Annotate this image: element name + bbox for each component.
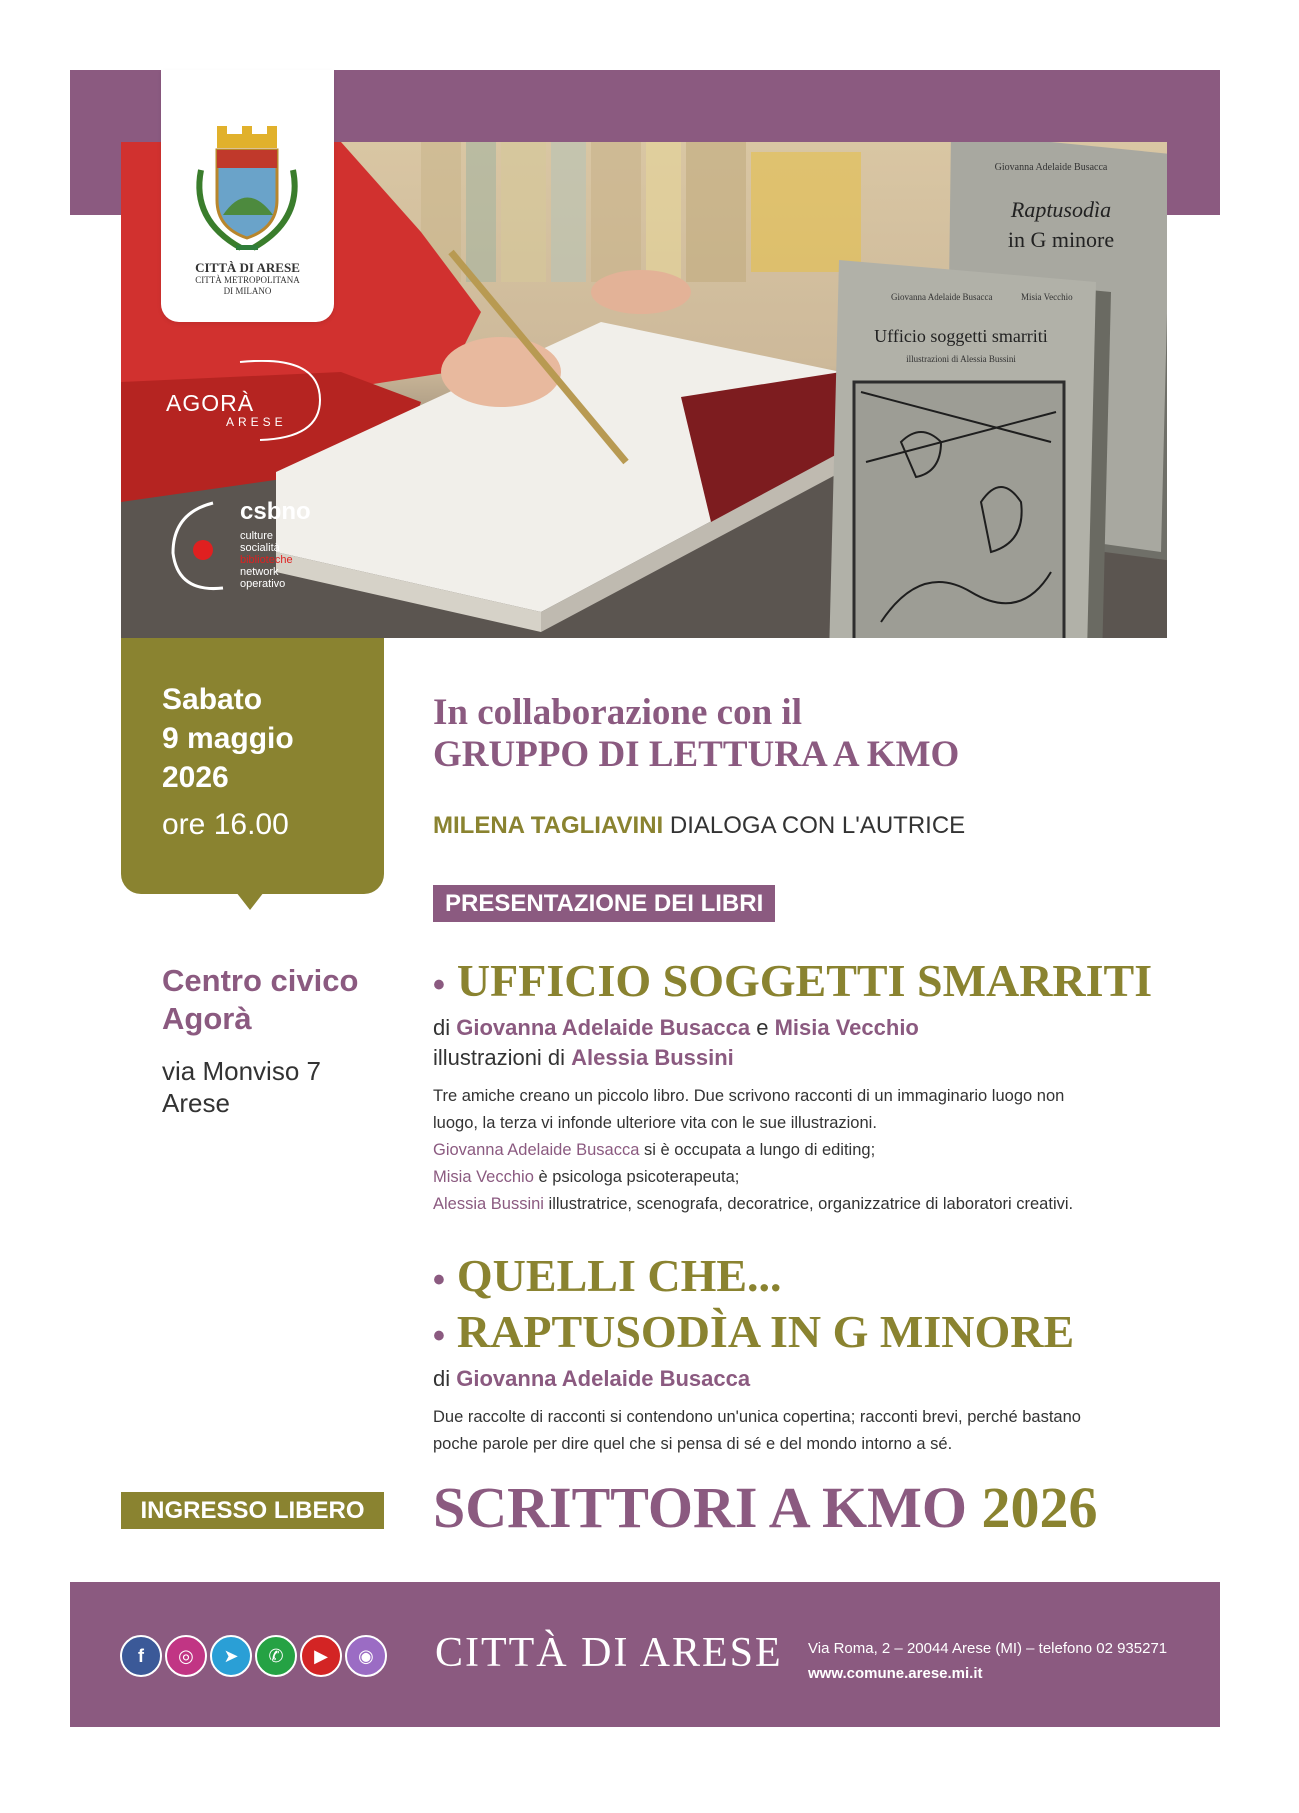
moderator-name: MILENA TAGLIAVINI (433, 812, 664, 839)
crest-caption-sub2: DI MILANO (223, 286, 272, 296)
moderator-text: DIALOGA CON L'AUTRICE (663, 812, 966, 839)
event-year: 2026 (162, 761, 229, 794)
footer-band (70, 1582, 1220, 1727)
csbno-logo (168, 498, 348, 608)
book1-title-row (433, 955, 1152, 1011)
desc-line: Tre amiche creano un piccolo libro. Due scrivono racconti di un immaginario luogo non (433, 1087, 1065, 1105)
event-time: ore 16.00 (162, 808, 289, 841)
agora-logo-sub: ARESE (226, 415, 287, 429)
footer-city-name: CITTÀ DI ARESE (435, 1630, 783, 1676)
desc-line: Due raccolte di racconti si contendono un'unica copertina; racconti brevi, perché bastano (433, 1408, 1081, 1426)
bullet-icon: • (433, 1317, 445, 1355)
desc-line (433, 1137, 1152, 1164)
agora-logo-text: AGORÀ (166, 390, 255, 416)
series-title-year: 2026 (981, 1475, 1098, 1540)
venue-address (162, 1055, 321, 1119)
podcast-icon[interactable]: ◉ (345, 1635, 387, 1677)
collab-line2: GRUPPO DI LETTURA A KMO (433, 734, 960, 775)
bullet-icon: • (433, 1261, 445, 1299)
telegram-icon[interactable]: ➤ (210, 1635, 252, 1677)
credit-prefix: di (433, 1366, 457, 1391)
whatsapp-icon[interactable]: ✆ (255, 1635, 297, 1677)
bullet-icon: • (433, 966, 445, 1004)
book2-title2: RAPTUSODÌA IN G MINORE (456, 1306, 1075, 1357)
book2-title-row (433, 1250, 1081, 1306)
event-day: Sabato (162, 683, 263, 716)
person-name: Misia Vecchio (433, 1168, 534, 1186)
desc-line (433, 1164, 1152, 1191)
front-book-subtitle: illustrazioni di Alessia Bussini (906, 354, 1016, 364)
book1-description (433, 1083, 1152, 1218)
address-line2: Arese (162, 1088, 230, 1118)
author-name: Giovanna Adelaide Busacca (456, 1015, 751, 1040)
crest-caption-sub1: CITTÀ METROPOLITANA (195, 275, 300, 285)
address-line1: via Monviso 7 (162, 1056, 321, 1086)
desc-line: luogo, la terza vi infonde ulteriore vita con le sue illustrazioni. (433, 1114, 877, 1132)
collaboration-heading (433, 692, 959, 776)
front-book-title: Ufficio soggetti smarriti (874, 326, 1048, 346)
person-role: illustratrice, scenografa, decoratrice, organizzatrice di laboratori creativi. (543, 1195, 1074, 1213)
book1-title: UFFICIO SOGGETTI SMARRITI (456, 955, 1153, 1006)
book2-description (433, 1404, 1081, 1458)
youtube-icon[interactable]: ▶ (300, 1635, 342, 1677)
person-name: Giovanna Adelaide Busacca (433, 1141, 640, 1159)
back-book-title-b: in G minore (1007, 227, 1115, 252)
csbno-line: network (240, 566, 279, 578)
series-title-main: SCRITTORI A KMO (433, 1475, 967, 1540)
desc-line (433, 1191, 1152, 1218)
footer-website-link[interactable]: www.comune.arese.mi.it (808, 1665, 983, 1682)
csbno-logo-text: csbno (240, 498, 311, 525)
book2-section (433, 1250, 1081, 1458)
credit-prefix: illustrazioni di (433, 1045, 572, 1070)
crest-caption-main: CITTÀ DI ARESE (195, 260, 300, 275)
venue-line2: Agorà (162, 1001, 252, 1036)
credit-conjunction: e (750, 1015, 775, 1040)
book1-authors (433, 1013, 1152, 1043)
moderator-line (433, 812, 965, 840)
series-title (433, 1475, 1097, 1541)
author-name: Giovanna Adelaide Busacca (456, 1366, 751, 1391)
free-entry-badge: INGRESSO LIBERO (121, 1492, 384, 1529)
instagram-icon[interactable]: ◎ (165, 1635, 207, 1677)
date-box-pointer (236, 892, 264, 910)
person-role: si è occupata a lungo di editing; (639, 1141, 876, 1159)
front-book-author1: Giovanna Adelaide Busacca (891, 292, 993, 302)
illustrator-name: Alessia Bussini (571, 1045, 734, 1070)
csbno-line: socialità (240, 542, 280, 554)
facebook-icon[interactable]: f (120, 1635, 162, 1677)
credit-prefix: di (433, 1015, 457, 1040)
book1-illustrator (433, 1043, 1152, 1073)
event-date: 9 maggio (162, 722, 294, 755)
agora-logo (160, 360, 330, 450)
person-role: è psicologa psicoterapeuta; (533, 1168, 740, 1186)
desc-line: poche parole per dire quel che si pensa di sé e del mondo intorno a sé. (433, 1435, 953, 1453)
book2-author (433, 1364, 1081, 1394)
csbno-line: culture (240, 530, 274, 542)
front-book-author2: Misia Vecchio (1021, 292, 1073, 302)
back-book-author: Giovanna Adelaide Busacca (994, 162, 1108, 173)
csbno-line: operativo (240, 578, 286, 590)
csbno-line: biblioteche (240, 554, 293, 566)
book1-section (433, 955, 1152, 1218)
city-crest-icon (181, 120, 314, 270)
date-box (121, 638, 384, 894)
book2-title1: QUELLI CHE... (456, 1250, 782, 1301)
person-name: Alessia Bussini (433, 1195, 544, 1213)
collab-line1: In collaborazione con il (433, 692, 802, 733)
venue-name (162, 962, 358, 1038)
back-book-title-a: Raptusodìa (1010, 197, 1112, 222)
presentation-badge: PRESENTAZIONE DEI LIBRI (433, 885, 775, 922)
crest-tab (161, 70, 334, 322)
book2-title-row (433, 1306, 1081, 1362)
venue-line1: Centro civico (162, 963, 359, 998)
footer-address: Via Roma, 2 – 20044 Arese (MI) – telefono 02 935271 (808, 1640, 1168, 1657)
author-name: Misia Vecchio (774, 1015, 919, 1040)
